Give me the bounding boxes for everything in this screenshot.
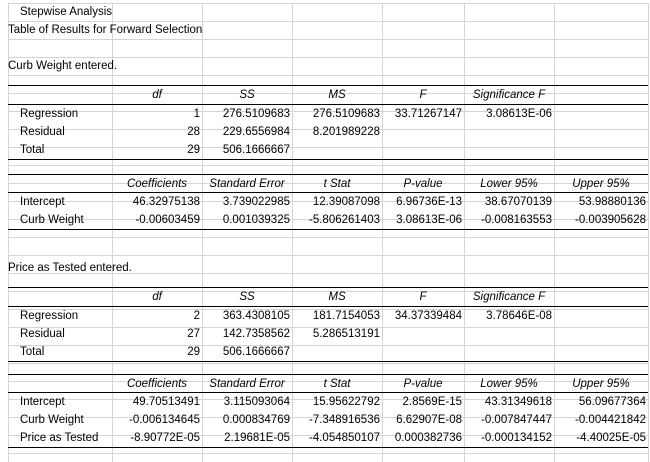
cell-lower-95: 38.67070139 <box>484 196 552 208</box>
cell-lower-95: 43.31349618 <box>484 396 552 408</box>
sheet-subtitle: Table of Results for Forward Selection <box>8 24 203 36</box>
table-row[interactable] <box>0 343 650 361</box>
row-label: Curb Weight <box>20 414 84 426</box>
cell-p-value: 3.08613E-06 <box>396 214 462 226</box>
row-label: Intercept <box>20 396 65 408</box>
header-lower-95: Lower 95% <box>480 378 538 390</box>
cell-sig: 3.78646E-08 <box>486 310 552 322</box>
header-f: F <box>419 291 427 303</box>
table-row[interactable] <box>0 123 650 141</box>
table-row[interactable] <box>0 325 650 343</box>
cell-df: 2 <box>193 310 200 322</box>
cell-ss: 142.7358562 <box>222 328 290 340</box>
header-standard-error: Standard Error <box>209 178 285 190</box>
cell-standard-error: 3.115093064 <box>223 396 290 408</box>
header-upper-95: Upper 95% <box>572 378 630 390</box>
header-lower-95: Lower 95% <box>480 178 538 190</box>
step2-entered-label: Price as Tested entered. <box>8 262 132 274</box>
cell-lower-95: -0.007847447 <box>481 414 552 426</box>
cell-standard-error: 2.19681E-05 <box>224 432 290 444</box>
step1-entered-label: Curb Weight entered. <box>8 60 118 72</box>
cell-upper-95: -0.004421842 <box>575 414 646 426</box>
step1-entered-row[interactable] <box>0 57 650 75</box>
row-label: Regression <box>20 310 79 322</box>
header-ms: MS <box>328 89 346 101</box>
cell-f: 33.71267147 <box>394 108 462 120</box>
cell-upper-95: -4.40025E-05 <box>576 432 646 444</box>
table-row[interactable] <box>0 141 650 159</box>
table-row[interactable] <box>0 411 650 429</box>
step2-entered-row[interactable] <box>0 259 650 277</box>
cell-sig: 3.08613E-06 <box>486 108 552 120</box>
header-upper-95: Upper 95% <box>572 178 630 190</box>
row-label: Residual <box>20 126 65 138</box>
row-label: Intercept <box>20 196 65 208</box>
cell-t-stat: -5.806261403 <box>309 214 380 226</box>
table-row[interactable] <box>0 307 650 325</box>
row-label: Curb Weight <box>20 214 84 226</box>
step1-anova-header-row[interactable] <box>0 86 650 104</box>
title-row[interactable] <box>0 3 650 21</box>
cell-f: 34.37339484 <box>394 310 462 322</box>
cell-t-stat: -4.054850107 <box>309 432 380 444</box>
cell-p-value: 2.8569E-15 <box>402 396 462 408</box>
cell-coefficient: 49.70513491 <box>132 396 200 408</box>
header-p-value: P-value <box>403 378 443 390</box>
row-label: Residual <box>20 328 65 340</box>
header-ss: SS <box>239 291 255 303</box>
cell-lower-95: -0.008163553 <box>481 214 552 226</box>
header-t-stat: t Stat <box>323 178 351 190</box>
cell-coefficient: -0.006134645 <box>129 414 200 426</box>
cell-ss: 229.6556984 <box>222 126 290 138</box>
cell-ms: 181.7154053 <box>312 310 380 322</box>
cell-ss: 506.1666667 <box>222 144 290 156</box>
step2-coef-header-row[interactable] <box>0 375 650 393</box>
cell-ms: 5.286513191 <box>312 328 380 340</box>
table-row[interactable] <box>0 211 650 229</box>
cell-t-stat: 12.39087098 <box>312 196 380 208</box>
cell-standard-error: 0.001039325 <box>222 214 290 226</box>
cell-upper-95: -0.003905628 <box>575 214 646 226</box>
header-ms: MS <box>328 291 346 303</box>
table-border <box>8 361 648 362</box>
cell-ss: 276.5109683 <box>222 108 290 120</box>
table-row[interactable] <box>0 105 650 123</box>
header-f: F <box>419 89 427 101</box>
subtitle-row[interactable] <box>0 21 650 39</box>
cell-df: 28 <box>187 126 200 138</box>
cell-t-stat: -7.348916536 <box>309 414 380 426</box>
header-standard-error: Standard Error <box>209 378 285 390</box>
table-row[interactable] <box>0 193 650 211</box>
cell-df: 1 <box>193 108 200 120</box>
cell-ss: 363.4308105 <box>222 310 290 322</box>
sheet-title: Stepwise Analysis <box>20 6 113 18</box>
cell-standard-error: 3.739022985 <box>222 196 290 208</box>
cell-df: 29 <box>187 144 200 156</box>
row-label: Price as Tested <box>20 432 99 444</box>
cell-p-value: 6.96736E-13 <box>396 196 462 208</box>
header-coefficients: Coefficients <box>126 378 188 390</box>
cell-p-value: 0.000382736 <box>394 432 462 444</box>
table-border <box>8 447 648 448</box>
cell-ms: 8.201989228 <box>312 126 380 138</box>
table-border <box>8 229 648 230</box>
header-significance-f: Significance F <box>472 291 546 303</box>
header-df: df <box>152 89 162 101</box>
cell-coefficient: -8.90772E-05 <box>130 432 200 444</box>
cell-df: 27 <box>187 328 200 340</box>
header-ss: SS <box>239 89 255 101</box>
cell-df: 29 <box>187 346 200 358</box>
cell-standard-error: 0.000834769 <box>222 414 290 426</box>
header-coefficients: Coefficients <box>126 178 188 190</box>
table-row[interactable] <box>0 429 650 447</box>
row-label: Total <box>20 346 45 358</box>
step1-coef-header-row[interactable] <box>0 175 650 193</box>
cell-lower-95: -0.000134152 <box>481 432 552 444</box>
table-border <box>8 159 648 160</box>
cell-t-stat: 15.95622792 <box>312 396 380 408</box>
cell-upper-95: 53.98880136 <box>578 196 646 208</box>
row-label: Total <box>20 144 45 156</box>
cell-coefficient: -0.00603459 <box>135 214 200 226</box>
header-df: df <box>152 291 162 303</box>
header-t-stat: t Stat <box>323 378 351 390</box>
header-significance-f: Significance F <box>472 89 546 101</box>
table-row[interactable] <box>0 393 650 411</box>
cell-ss: 506.1666667 <box>222 346 290 358</box>
cell-p-value: 6.62907E-08 <box>396 414 462 426</box>
cell-ms: 276.5109683 <box>312 108 380 120</box>
header-p-value: P-value <box>403 178 443 190</box>
cell-upper-95: 56.09677364 <box>578 396 646 408</box>
cell-coefficient: 46.32975138 <box>132 196 200 208</box>
row-label: Regression <box>20 108 79 120</box>
step2-anova-header-row[interactable] <box>0 288 650 306</box>
